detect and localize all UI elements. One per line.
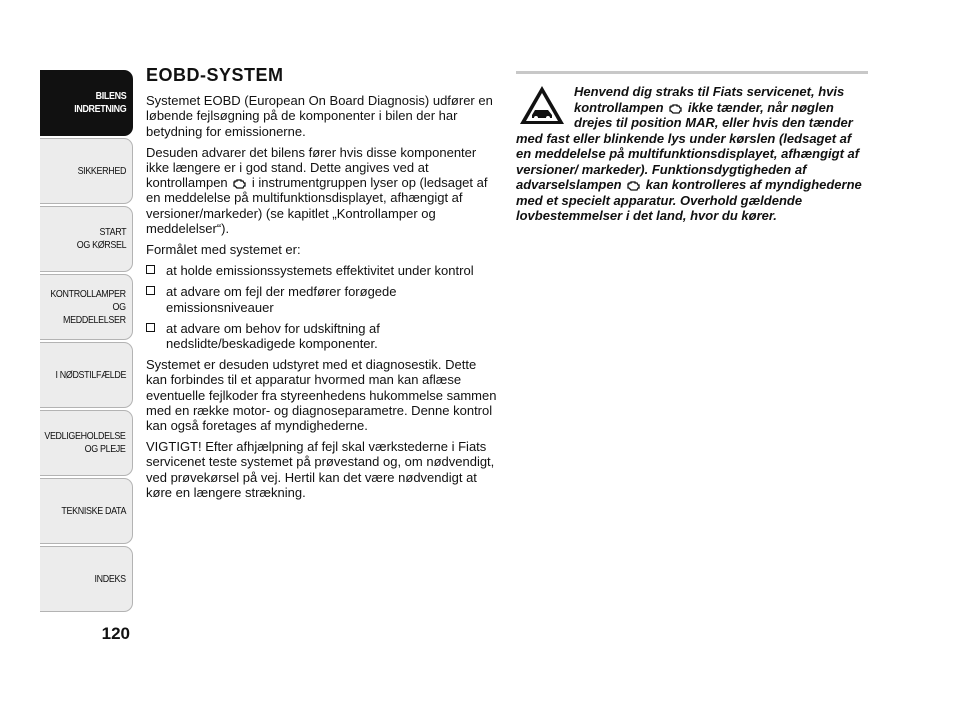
paragraph-purpose: Formålet med systemet er:: [146, 242, 301, 258]
main-column: [146, 65, 498, 506]
text-segment: kan kontrolleres af myndighederne med et specielt apparatur. Overhold gældende lovbestemmelser i det land, hvor du kører.: [516, 177, 862, 223]
paragraph-intro: Systemet EOBD (European On Board Diagnosis) udfører en løbende fejlsøgning på de komponenter i bilen der har betydning for emissionerne.: [146, 93, 493, 139]
engine-check-icon: [627, 180, 640, 191]
text-segment: ikke tænder, når nøglen drejes til position MAR, eller hvis den tænder med fast eller blinkende lys under kørslen (ledsaget af en meddelelse på multifunktionsdisplayet, afhængigt af versioner/ markeder). Funktionsdygtigheden af advarselslampen: [516, 99, 860, 192]
tab-label: INDEKS: [94, 572, 126, 585]
section-title: EOBD-SYSTEM: [146, 65, 284, 85]
list-item-text: at advare om fejl der medfører forøgede emissionsniveauer: [166, 284, 397, 315]
engine-check-icon: [233, 178, 246, 189]
tab-label: BILENS INDRETNING: [73, 90, 126, 115]
tab-sikkerhed[interactable]: [40, 138, 133, 204]
checkbox-bullet-icon: [146, 265, 155, 274]
tab-label: TEKNISKE DATA: [61, 504, 126, 517]
text-segment: Desuden advarer det bilens fører hvis disse komponenter ikke længere er i god stand. Dette angives ved at kontrollampen: [146, 144, 477, 191]
paragraph-important: VIGTIGT! Efter afhjælpning af fejl skal værkstederne i Fiats servicenet teste systemet på prøvestand og, om nødvendigt, ved prøvekørsel på vej. Hertil kan det være nødvendigt at køre en længere strækning.: [146, 439, 495, 500]
paragraph-warning: [146, 145, 498, 236]
tab-indeks[interactable]: [40, 546, 133, 612]
list-item: [146, 263, 498, 278]
page-number: 120: [101, 624, 130, 643]
warning-box: [516, 71, 868, 224]
paragraph-diagnostics: Systemet er desuden udstyret med et diagnosestik. Dette kan forbindes til et apparatur hvormed man kan aflæse eventuelle fejlkoder fra styreenhedens hukommelse sammen med en række motor- og diagnoseparametre. Denne kontrol kan også foretages af myndighederne.: [146, 357, 497, 434]
warning-text: [516, 84, 868, 224]
list-item: [146, 321, 498, 351]
tab-label: VEDLIGEHOLDELSE OG PLEJE: [44, 430, 126, 455]
tab-start-og-koersel[interactable]: [40, 206, 133, 272]
tab-i-noedstilfaelde[interactable]: [40, 342, 133, 408]
tab-label: I NØDSTILFÆLDE: [55, 368, 126, 381]
tab-label: KONTROLLAMPER OG MEDDELELSER: [50, 287, 126, 326]
list-item-text: at advare om behov for udskiftning af nedslidte/beskadigede komponenter.: [166, 320, 380, 352]
tab-tekniske-data[interactable]: [40, 478, 133, 544]
list-item: [146, 284, 498, 314]
warning-triangle-car-icon: [518, 84, 566, 126]
tab-kontrollamper[interactable]: [40, 274, 133, 340]
tab-label: START OG KØRSEL: [76, 226, 126, 251]
checkbox-bullet-icon: [146, 323, 155, 332]
purpose-list: [146, 263, 498, 351]
tab-bilens-indretning[interactable]: [40, 70, 133, 136]
tab-vedligeholdelse[interactable]: [40, 410, 133, 476]
checkbox-bullet-icon: [146, 286, 155, 295]
text-segment: i instrumentgruppen lyser op (ledsaget af en meddelelse på multifunktionsdisplayet, afhængigt af versioner/markeder) (se kapitlet „Kontrollamper og meddelelser“).: [146, 175, 488, 236]
tab-label: SIKKERHED: [77, 164, 126, 177]
chapter-nav: [40, 70, 133, 614]
engine-check-icon: [669, 103, 682, 114]
text-segment: Henvend dig straks til Fiats servicenet, hvis kontrollampen: [574, 84, 845, 115]
list-item-text: at holde emissionssystemets effektivitet under kontrol: [166, 263, 474, 279]
